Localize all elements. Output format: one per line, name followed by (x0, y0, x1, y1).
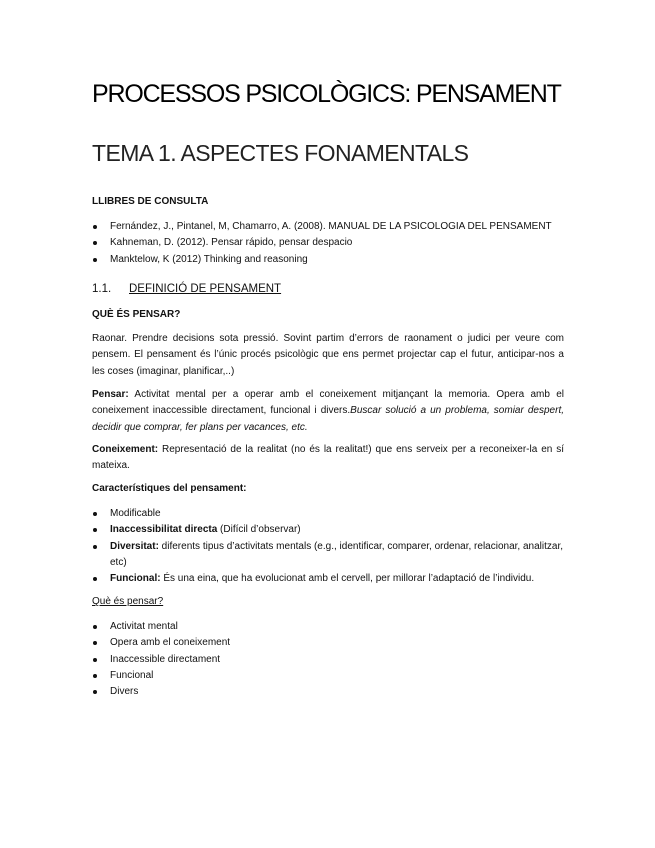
summary-item: Divers (92, 684, 572, 700)
summary-item: Inaccessible directament (92, 652, 572, 668)
section-number: 1.1. (92, 283, 112, 295)
coneixement-text: Representació de la realitat (no és la realitat!) que ens serveix per a reconeixer-la en sí mateixa. (92, 444, 564, 472)
pensar-paragraph (92, 387, 564, 436)
pensar-term: Pensar: (92, 389, 129, 400)
summary-item: Opera amb el coneixement (92, 635, 572, 651)
pensar-text: Activitat mental per a operar amb el coneixement mitjançant la memoria. Opera amb el coneixement inaccessible directament, funcional i divers. (92, 389, 564, 417)
characteristic-item: Modificable (92, 506, 572, 522)
characteristics-list (92, 506, 572, 587)
summary-item: Activitat mental (92, 619, 572, 635)
references-heading: LLIBRES DE CONSULTA (92, 196, 209, 207)
characteristic-item: Inaccessibilitat directa (Difícil d’observar) (92, 522, 572, 538)
references-list (92, 219, 572, 268)
reference-item: Kahneman, D. (2012). Pensar rápido, pensar despacio (92, 235, 572, 251)
section-title: DEFINICIÓ DE PENSAMENT (129, 283, 282, 295)
coneixement-term: Coneixement: (92, 444, 159, 455)
summary-heading: Què és pensar? (92, 596, 164, 607)
coneixement-paragraph (92, 442, 564, 475)
summary-list (92, 619, 572, 700)
reference-item: Fernández, J., Pintanel, M, Chamarro, A. (2008). MANUAL DE LA PSICOLOGIA DEL PENSAMENT (92, 219, 572, 235)
page-title: PROCESSOS PSICOLÒGICS: PENSAMENT (92, 80, 561, 108)
reference-item: Manktelow, K (2012) Thinking and reasoning (92, 252, 572, 268)
characteristic-item: Funcional: És una eina, que ha evolucionat amb el cervell, per millorar l’adaptació de l’individu. (92, 571, 572, 587)
topic-title: TEMA 1. ASPECTES FONAMENTALS (92, 140, 469, 166)
intro-paragraph: Raonar. Prendre decisions sota pressió. Sovint partim d’errors de raonament o judici per veure com pensem. El pensament és l’únic procés psicològic que ens permet projectar cap el futur, anticipar-nos a les coses (imaginar, planificar,..) (92, 333, 564, 377)
characteristic-item: Diversitat: diferents tipus d’activitats mentals (e.g., identificar, comparer, ordenar, relacionar, analitzar, etc) (92, 539, 572, 572)
summary-item: Funcional (92, 668, 572, 684)
section-heading (92, 283, 281, 295)
characteristics-heading: Característiques del pensament: (92, 483, 247, 494)
question-heading: QUÈ ÉS PENSAR? (92, 309, 181, 320)
pensar-examples: Buscar solució a un problema, somiar despert, decidir que comprar, fer plans per vacances, etc. (92, 405, 564, 433)
